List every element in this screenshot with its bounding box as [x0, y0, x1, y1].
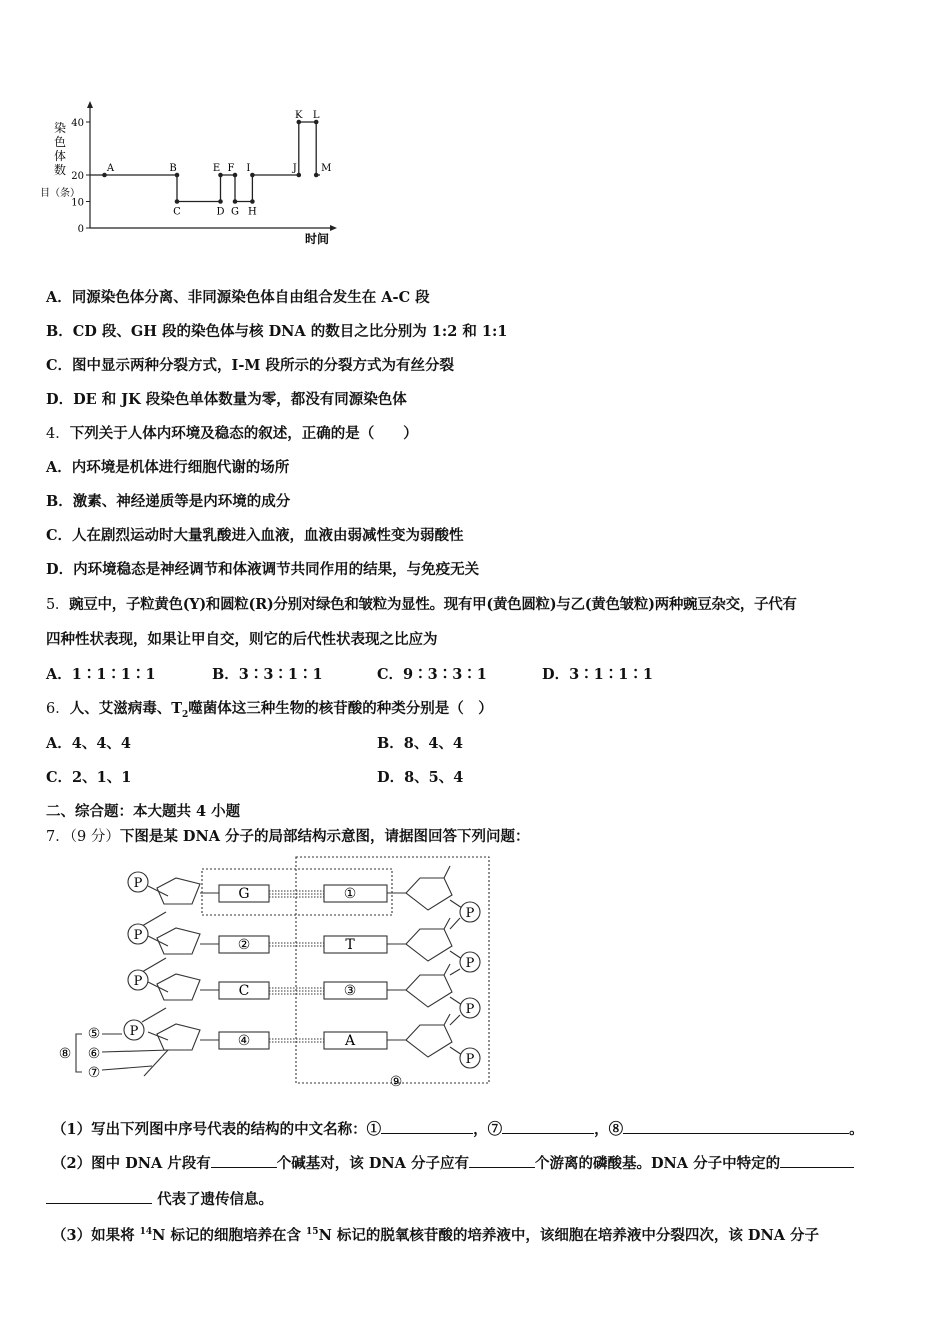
section-heading: 二、综合题：本大题共 4 小题	[46, 803, 241, 820]
q6-number: 6．	[46, 701, 70, 717]
data-point-I	[250, 173, 255, 178]
q7-stem-text: 下图是某 DNA 分子的局部结构示意图，请据图回答下列问题：	[119, 828, 530, 845]
point-label-H: H	[248, 206, 257, 218]
q5-option-b: B．3∶3∶1∶1	[212, 666, 323, 683]
q7-part2-cont	[46, 1188, 273, 1209]
ylabel-char: 体	[53, 149, 67, 163]
point-label-G: G	[231, 206, 239, 218]
series-line	[90, 122, 320, 202]
pentose-r2	[406, 929, 452, 961]
point-label-J: J	[292, 163, 297, 174]
q6-option-d: D．8、5、4	[377, 769, 464, 786]
base-right-3: ③	[343, 983, 357, 999]
q6-stem-post: 噬菌体这三种生物的核苷酸的种类分别是（ ）	[188, 700, 493, 717]
base-left-3: C	[238, 983, 250, 999]
q7-number: 7．	[46, 829, 70, 845]
q7-part1	[52, 1118, 864, 1139]
q5-option-a: A．1∶1∶1∶1	[46, 666, 156, 683]
data-point-H	[250, 199, 255, 204]
q7-stem	[46, 825, 530, 846]
base-right-1: ①	[343, 886, 357, 902]
answer-blank-base-pairs[interactable]	[211, 1153, 277, 1168]
q3-option-d: D．DE 和 JK 段染色单体数量为零，都没有同源染色体	[46, 391, 407, 408]
point-label-M: M	[321, 163, 332, 174]
answer-blank-specific[interactable]	[780, 1153, 854, 1168]
dna-structure-diagram	[52, 850, 502, 1090]
q5-option-c: C．9∶3∶3∶1	[377, 666, 487, 683]
answer-blank-8[interactable]	[623, 1119, 849, 1134]
pentose-2	[157, 928, 200, 954]
q6-stem-sub: 2	[182, 709, 189, 720]
q7-part3-b: N 标记的细胞培养在含	[152, 1227, 307, 1244]
label-8: ⑧	[58, 1046, 72, 1062]
q6-stem	[46, 697, 493, 720]
dotted-box-top	[202, 869, 392, 915]
q4-option-a: A．内环境是机体进行细胞代谢的场所	[46, 459, 290, 476]
pentose-4	[157, 1024, 200, 1050]
point-label-I: I	[246, 163, 251, 174]
q7-part2-a: （2）图中 DNA 片段有	[52, 1155, 211, 1172]
phosphate-left-3-label: P	[133, 974, 143, 989]
ylabel-unit: 目（条）	[40, 188, 80, 199]
chart-ylabel	[40, 120, 80, 199]
q4-option-b: B．激素、神经递质等是内环境的成分	[46, 493, 291, 510]
phosphate-right-1-label: P	[465, 906, 475, 921]
base-left-1: G	[238, 886, 250, 902]
q7-part3-a: （3）如果将	[52, 1227, 140, 1244]
y-tick-label: 10	[71, 197, 84, 209]
right-backbone	[387, 866, 462, 1057]
base-right-4: A	[344, 1033, 356, 1049]
answer-blank-1[interactable]	[381, 1119, 473, 1134]
q3-option-b: B．CD 段、GH 段的染色体与核 DNA 的数目之比分别为 1:2 和 1:1	[46, 323, 508, 340]
q4-stem	[46, 422, 418, 443]
q6-option-a: A．4、4、4	[46, 735, 132, 752]
pentose-r3	[406, 975, 452, 1007]
y-tick-label: 40	[71, 118, 84, 129]
base-box-right-2	[324, 936, 387, 953]
q7-part1-d: 。	[849, 1121, 864, 1138]
q7-part1-c: ，⑧	[594, 1121, 624, 1138]
data-point-D	[218, 199, 223, 204]
answer-blank-phosphate[interactable]	[469, 1153, 535, 1168]
point-label-E: E	[212, 163, 221, 174]
point-label-K: K	[295, 110, 303, 121]
label-5: ⑤	[87, 1026, 101, 1042]
q6-option-c: C．2、1、1	[46, 769, 132, 786]
label-9: ⑨	[389, 1074, 403, 1090]
pentose-3	[157, 974, 200, 1000]
answer-blank-7[interactable]	[502, 1119, 594, 1134]
q4-option-c: C．人在剧烈运动时大量乳酸进入血液，血液由弱减性变为弱酸性	[46, 527, 464, 544]
q3-option-a: A．同源染色体分离、非同源染色体自由组合发生在 A-C 段	[46, 289, 430, 306]
q7-part3	[52, 1224, 819, 1245]
left-backbone	[142, 878, 219, 1076]
chart-xlabel: 时间	[305, 232, 330, 246]
phosphate-right-3-label: P	[465, 1002, 475, 1017]
ylabel-char: 色	[53, 135, 67, 149]
q7-part2-c: 个游离的磷酸基。DNA 分子中特定的	[534, 1155, 781, 1172]
leader-7	[102, 1066, 152, 1070]
chromosome-chart	[40, 100, 360, 250]
q4-number: 4．	[46, 426, 70, 442]
point-label-A: A	[106, 163, 115, 174]
y-tick-label: 20	[71, 171, 84, 182]
data-point-C	[175, 199, 180, 204]
phosphate-left-4-label: P	[129, 1024, 139, 1039]
phosphates-right	[460, 902, 480, 1068]
q5-stem-line1	[46, 593, 797, 614]
point-label-F: F	[227, 163, 235, 174]
data-point-M	[314, 173, 319, 178]
q5-stem-text1: 豌豆中，子粒黄色(Y)和圆粒(R)分别对绿色和皱粒为显性。现有甲(黄色圆粒)与乙(黄色皱粒)两种豌豆杂交，子代有	[69, 596, 797, 613]
q7-part2-b: 个碱基对，该 DNA 分子应有	[276, 1155, 469, 1172]
phosphate-left-1-label: P	[133, 876, 143, 891]
q6-stem-pre: 人、艾滋病毒、T	[69, 700, 183, 717]
pentose-r1	[406, 878, 452, 910]
y-axis-arrow	[87, 101, 93, 108]
answer-blank-specific-cont[interactable]	[46, 1189, 152, 1204]
data-point-J	[297, 173, 302, 178]
point-label-B: B	[169, 163, 177, 174]
q7-part3-sup2: 15	[306, 1227, 319, 1238]
point-label-L: L	[312, 110, 320, 121]
q7-part3-sup1: 14	[139, 1227, 153, 1238]
ylabel-char: 染	[53, 121, 67, 135]
chart-series-line	[90, 122, 320, 202]
label-7: ⑦	[87, 1065, 101, 1081]
chart-ticks	[71, 118, 90, 235]
phosphates-left	[124, 872, 148, 1040]
point-label-D: D	[216, 206, 225, 218]
data-point-G	[233, 199, 238, 204]
point-label-C: C	[173, 206, 181, 218]
leader-6	[102, 1050, 170, 1052]
base-right-2: T	[345, 937, 355, 953]
base-box-right-4	[324, 1032, 387, 1049]
pentose-r4	[406, 1025, 452, 1057]
q5-option-d: D．3∶1∶1∶1	[542, 666, 653, 683]
phosphate-right-4-label: P	[465, 1052, 475, 1067]
q7-part2-d: 代表了遗传信息。	[157, 1191, 274, 1208]
base-left-2: ②	[237, 937, 251, 953]
q7-part3-c: N 标记的脱氧核苷酸的培养液中，该细胞在培养液中分裂四次，该 DNA 分子	[318, 1227, 820, 1244]
phosphate-left-2-label: P	[133, 928, 143, 943]
ylabel-char: 数	[53, 163, 67, 177]
q7-part1-b: ，⑦	[473, 1121, 503, 1138]
q5-stem-line2: 四种性状表现，如果让甲自交，则它的后代性状表现之比应为	[46, 631, 438, 648]
q6-option-b: B．8、4、4	[377, 735, 464, 752]
phosphate-right-2-label: P	[465, 956, 475, 971]
base-left-4: ④	[237, 1033, 251, 1049]
bracket-8	[76, 1034, 82, 1072]
pentose-1	[157, 878, 200, 904]
q7-part2	[52, 1152, 854, 1173]
q7-part1-a: （1）写出下列图中序号代表的结构的中文名称：①	[52, 1121, 382, 1138]
q5-number: 5．	[46, 597, 70, 613]
q4-option-d: D．内环境稳态是神经调节和体液调节共同作用的结果，与免疫无关	[46, 561, 480, 578]
label-6: ⑥	[87, 1046, 101, 1062]
q4-stem-text: 下列关于人体内环境及稳态的叙述，正确的是（ ）	[69, 425, 418, 442]
y-tick-label: 0	[77, 224, 84, 235]
q7-score: （9 分）	[69, 829, 120, 845]
q3-option-c: C．图中显示两种分裂方式，I-M 段所示的分裂方式为有丝分裂	[46, 357, 454, 374]
x-axis-arrow	[330, 225, 337, 231]
